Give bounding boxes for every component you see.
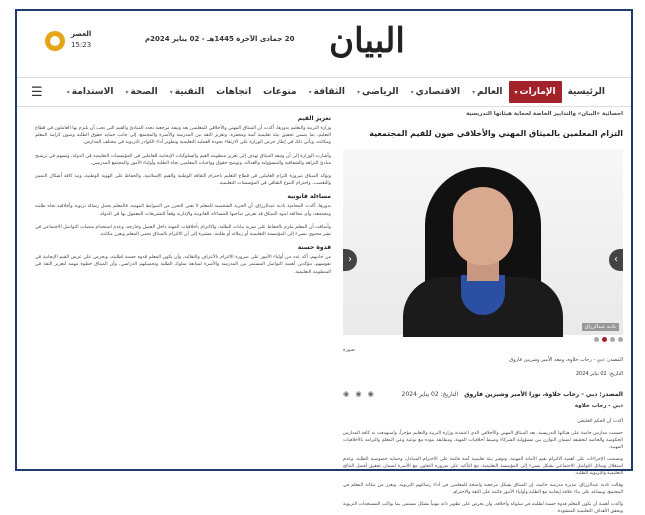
section-title: مساءلة قانونية bbox=[287, 193, 331, 201]
body-paragraph: وأشارت الوزارة إلى أن وثيقة الميثاق تهدف إلى تعزيز منظومة القيم والسلوكيات الإيجابية للعاملين في المؤسسات التعليمية في الدولة، وتسهم في ترسيخ مبادئ النزاهة والشفافية والمسؤولية والعدالة، وتوضح حقوق وواجبات المعلمين تجاه الطلبة وأولياء الأمور والمجتمع المدرسي. bbox=[35, 153, 331, 166]
chevron-down-icon: ▾ bbox=[66, 89, 70, 96]
section-title: تعزيز القيم bbox=[297, 115, 331, 122]
photo-caption: نادية عبدالرزاق bbox=[582, 323, 619, 331]
header-date: 20 جمادى الآخرة 1445هـ - 02 يناير 2024م bbox=[145, 35, 295, 43]
nav-item-label: اتجاهات bbox=[216, 87, 252, 97]
hamburger-menu-icon[interactable]: ☰ bbox=[31, 84, 43, 100]
slider-next-arrow-icon[interactable]: ‹ bbox=[343, 249, 357, 271]
nav-item-label: الاقتصادي bbox=[415, 87, 461, 97]
article-photo bbox=[343, 149, 623, 335]
article-body-column bbox=[35, 111, 331, 282]
nav-item-9[interactable] bbox=[119, 81, 163, 103]
photo-source-line: المصدر: دبي - رحاب خلاوة، ومعه الأمير وشريين فاروق bbox=[509, 357, 623, 363]
prayer-time: 15:23 bbox=[71, 41, 92, 49]
weather-widget bbox=[45, 29, 125, 55]
section-title: قدوة حسنة bbox=[297, 244, 331, 252]
site-header bbox=[17, 11, 631, 75]
slider-dot[interactable] bbox=[618, 337, 623, 342]
chevron-down-icon: ▾ bbox=[514, 89, 518, 96]
nav-item-label: العالم bbox=[477, 87, 503, 97]
prayer-label: العصر bbox=[71, 30, 92, 38]
share-icons[interactable]: ◉ ◉ ◉ bbox=[343, 390, 376, 398]
nav-item-label: الرياضي bbox=[362, 87, 399, 97]
slider-dots bbox=[343, 337, 623, 347]
body-paragraph: وأضافت أن المعلم ملزم بالحفاظ على سرية بيانات الطلبة، والالتزام بأخلاقيات المهنة داخل الفصل وخارجه، وعدم استخدام منصات التواصل الاجتماعي في نشر محتوى يسيء إلى المؤسسة التعليمية أو زملائه أو طلبته، مشيرة إلى أن الالتزام بالميثاق يحمي المعلم ويعزز مكانته. bbox=[35, 224, 331, 238]
photo-figure-face bbox=[453, 187, 513, 265]
nav-item-label: الرئيسية bbox=[567, 87, 605, 97]
slider-prev-arrow-icon[interactable]: › bbox=[609, 249, 623, 271]
article-column bbox=[343, 111, 623, 515]
article-location: دبي - رحاب خلاوة bbox=[574, 403, 623, 409]
body-paragraph: من جانبهم، أكد عدد من أولياء الأمور على ضرورة الالتزام بالأعراف والتقاليد، وأن يكون المعلم قدوة حسنة لطلبته، ويحرص على غرس القيم الإيجابية في نفوسهم، مؤكدين أهمية التواصل المستمر بين المدرسة والأسرة لمتابعة سلوك الطلبة وتحصيلهم الدراسي، وأن الميثاق خطوة مهمة لتعزيز الثقة في المنظومة التعليمية. bbox=[35, 255, 331, 275]
chevron-down-icon: ▾ bbox=[308, 89, 312, 96]
article-byline bbox=[343, 387, 623, 401]
nav-item-label: منوعات bbox=[263, 87, 297, 97]
article-headline: التزام المعلمين بالميثاق المهني والأخلاقي صون للقيم المجتمعية bbox=[369, 129, 623, 138]
page-frame bbox=[15, 9, 633, 514]
lead-paragraph: أكدت أن الحكم الخليجي bbox=[577, 419, 623, 424]
chevron-down-icon: ▾ bbox=[357, 89, 361, 96]
slider-dot[interactable] bbox=[610, 337, 615, 342]
chevron-down-icon: ▾ bbox=[472, 89, 476, 96]
breadcrumb[interactable]: احصائية «البيان» والتدابير الخاصة لحماية هيئاتها التدريسية bbox=[466, 111, 623, 117]
photo-credit: صورة bbox=[343, 347, 355, 353]
nav-item-4[interactable] bbox=[351, 81, 405, 103]
nav-item-label: الثقافة bbox=[313, 87, 345, 97]
slider-dot[interactable] bbox=[594, 337, 599, 342]
lead-paragraph: وتضمنت الإجراءات على أهمية الالتزام بقيم الأمانة المهنية، وتوفير بيئة تعليمية آمنة قائمة على الاحترام المتبادل، وحماية خصوصية الطلبة، وعدم استغلال وسائل التواصل الاجتماعي بشكل يسيء إلى المؤسسة التعليمية، مع التأكيد على ضرورة التعاون مع الأسرة لضمان تحقيق أفضل النتائج التعليمية والتربوية للطلبة. bbox=[343, 457, 623, 476]
nav-item-label: التقنية bbox=[174, 87, 205, 97]
chevron-down-icon: ▾ bbox=[169, 89, 173, 96]
nav-item-7[interactable] bbox=[210, 81, 257, 103]
lead-paragraph: حسمت مدارس خاصة على هيئاتها التدريسية، بعد الميثاق المهني والأخلاقي الذي اعتمدته وزارة التربية والتعليم مؤخراً، واستهدفت به كافة المدارس الحكومية والخاصة لتحقيقه لضمان التوازن بين مسؤولية الشركاء وضبط أخلاقيات المهنة، ومطابقة بنوده مع نوعية وعي المعلم والتزامه بالأخلاقيات المهنية. bbox=[343, 431, 623, 450]
lead-paragraph: وأكدت أهمية أن يكون المعلم قدوة حسنة لطلبته في سلوكه وأخلاقه، وأن يحرص على تطوير ذاته مهنياً بشكل مستمر، بما يواكب المستجدات التربوية ويحقق الأهداف التعليمية المنشودة. bbox=[343, 502, 623, 514]
main-nav bbox=[17, 77, 631, 107]
nav-item-label: الصحة bbox=[130, 87, 158, 97]
body-paragraph: وزارة التربية والتعليم بدورها، أكدت أن الميثاق المهني والأخلاقي للمعلمين يعد وثيقة مرجعية تحدد المبادئ والقيم التي يجب أن يلتزم بها العاملون في قطاع التعليم، بما يضمن تحقيق بيئة تعليمية آمنة ومحفزة، وتعزيز الثقة بين المدرسة والأسرة والمجتمع، إلى جانب حماية حقوق الطلبة وصون كرامة المعلم ومكانته، ويأتي ذلك في إطار حرص الوزارة على الارتقاء بجودة العملية التعليمية وتطوير أداء الكوادر التربوية في مختلف المدارس. bbox=[34, 126, 331, 146]
byline-source: المصدر: دبي - رحاب خلاوة، نورا الأمير وشيرين فاروق bbox=[464, 390, 623, 398]
nav-item-1[interactable] bbox=[509, 81, 562, 103]
chevron-down-icon: ▾ bbox=[125, 89, 129, 96]
nav-item-label: الإمارات bbox=[519, 87, 556, 97]
body-paragraph: بدورها، أكدت المحامية نادية عبدالرزاق، أن الحرية الشخصية للمعلم لا تعني التحرر من الضوابط المهنية، فالمعلم يحمل رسالة تربوية وأخلاقية تجاه طلبته ومجتمعه، وأي مخالفة لبنود الميثاق قد تعرض صاحبها للمساءلة القانونية والإدارية وفقاً للتشريعات المعمول بها في الدولة. bbox=[35, 204, 331, 217]
slider-dot-active[interactable] bbox=[602, 337, 607, 342]
article-lead-paragraphs bbox=[343, 418, 623, 515]
sun-icon bbox=[45, 31, 65, 51]
byline-date: التاريخ: 02 يناير 2024 bbox=[401, 390, 459, 398]
lead-paragraph: وقالت نادية عبدالرزاق، مديرة مدرسة خاصة، إن الميثاق يشكل مرجعية واضحة للمعلمين في أداء رسالتهم التربوية، ويعزز من مكانة المعلم في المجتمع، ويساعد على بناء علاقة إيجابية مع الطلبة وأولياء الأمور قائمة على الثقة والاحترام. bbox=[343, 483, 623, 495]
nav-item-5[interactable] bbox=[303, 81, 351, 103]
nav-item-label: الاستدامة bbox=[71, 87, 114, 97]
photo-date-line: التاريخ: 02 يناير 2024 bbox=[575, 371, 623, 377]
nav-item-6[interactable] bbox=[257, 81, 302, 103]
nav-item-2[interactable] bbox=[466, 81, 508, 103]
site-logo[interactable]: البيان bbox=[329, 21, 405, 61]
body-paragraph: ويؤكد الميثاق ضرورة التزام العاملين في قطاع التعليم باحترام الثقافة الوطنية والقيم الإسلامية، والحفاظ على الهوية الوطنية، ونبذ كافة أشكال التمييز والتعصب، واحترام التنوع الثقافي في المؤسسات التعليمية. bbox=[35, 174, 331, 187]
nav-item-3[interactable] bbox=[405, 81, 466, 103]
nav-item-0[interactable] bbox=[562, 81, 611, 103]
nav-item-8[interactable] bbox=[164, 81, 210, 103]
chevron-down-icon: ▾ bbox=[410, 89, 414, 96]
nav-item-10[interactable] bbox=[61, 81, 120, 103]
